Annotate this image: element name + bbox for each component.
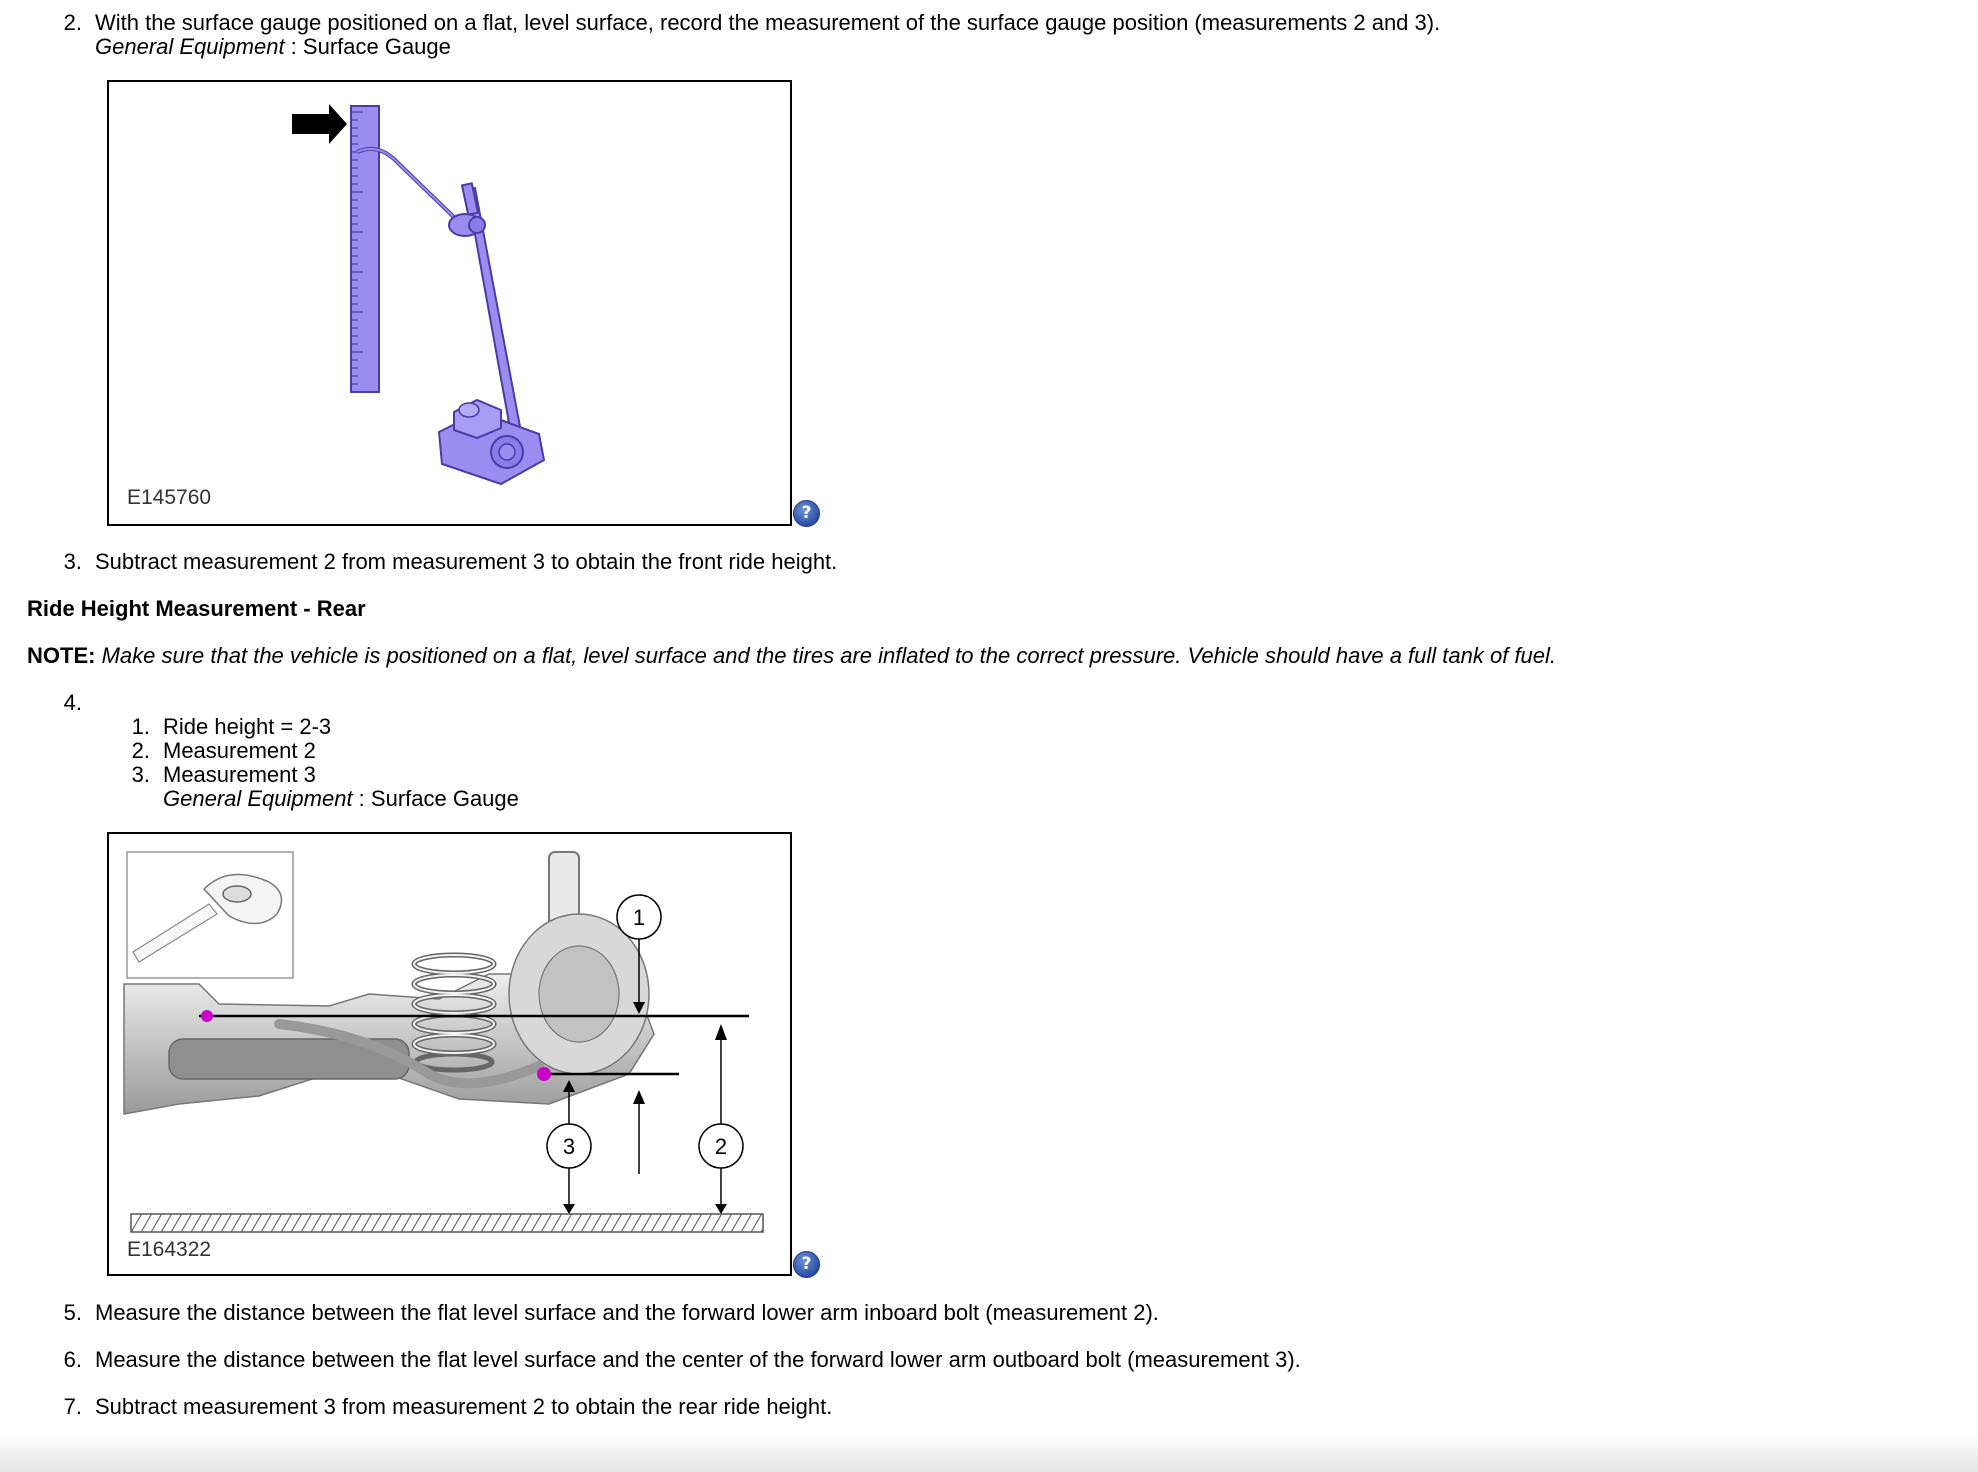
inboard-bolt-marker [201,1010,213,1022]
step-5-text: Measure the distance between the flat level surface and the forward lower arm inboard bolt (measurement 2). [95,1300,1159,1325]
section-title-rear: Ride Height Measurement - Rear [27,596,366,621]
step-5-number: 5. [63,1300,82,1325]
step-7-number: 7. [63,1394,82,1419]
help-icon[interactable]: ? [793,1251,820,1278]
step-4-item-1-number: 1. [131,714,150,739]
figure-rear-suspension [107,832,792,1276]
step-2-equipment: General Equipment : Surface Gauge [95,34,451,59]
pointer-arrow-icon [292,104,347,144]
step-6-text: Measure the distance between the flat level surface and the center of the forward lower arm outboard bolt (measurement 3). [95,1347,1301,1372]
step-4-item-3-text: Measurement 3 [163,762,316,787]
step-2-text: With the surface gauge positioned on a flat, level surface, record the measurement of the surface gauge position (measurements 2 and 3). [95,10,1441,35]
equipment-value: Surface Gauge [302,34,451,59]
equipment-label: General Equipment [95,34,285,59]
figure-id-e164322: E164322 [127,1238,212,1261]
step-4-number: 4. [63,690,82,715]
step-4-equipment: General Equipment : Surface Gauge [163,786,519,811]
step-2-number: 2. [63,10,82,35]
surface-gauge-illustration [109,82,790,524]
step-3-number: 3. [63,549,82,574]
equipment-label: General Equipment [163,786,353,811]
rear-suspension-illustration [109,834,790,1274]
step-7-text: Subtract measurement 3 from measurement 2 to obtain the rear ride height. [95,1394,833,1419]
ground-surface [131,1214,763,1232]
step-6-number: 6. [63,1347,82,1372]
step-3-text: Subtract measurement 2 from measurement 3 to obtain the front ride height. [95,549,838,574]
step-4-item-2-number: 2. [131,738,150,763]
help-icon[interactable]: ? [793,500,820,527]
outboard-bolt-marker [537,1067,551,1081]
step-4-item-3-number: 3. [131,762,150,787]
note [27,643,1556,669]
step-4-item-1-text: Ride height = 2-3 [163,714,332,739]
note-label: NOTE: [27,643,96,668]
figure-id-e145760: E145760 [127,486,212,509]
note-text: Make sure that the vehicle is positioned on a flat, level surface and the tires are inflated to the correct pressure. Vehicle should have a full tank of fuel. [101,643,1557,668]
svg-text:1: 1 [632,905,646,930]
step-4-item-2-text: Measurement 2 [163,738,316,763]
figure-surface-gauge [107,80,792,526]
svg-text:3: 3 [562,1134,576,1159]
svg-text:2: 2 [714,1134,728,1159]
window-bottom-edge [0,1434,1978,1472]
equipment-value: Surface Gauge [370,786,519,811]
